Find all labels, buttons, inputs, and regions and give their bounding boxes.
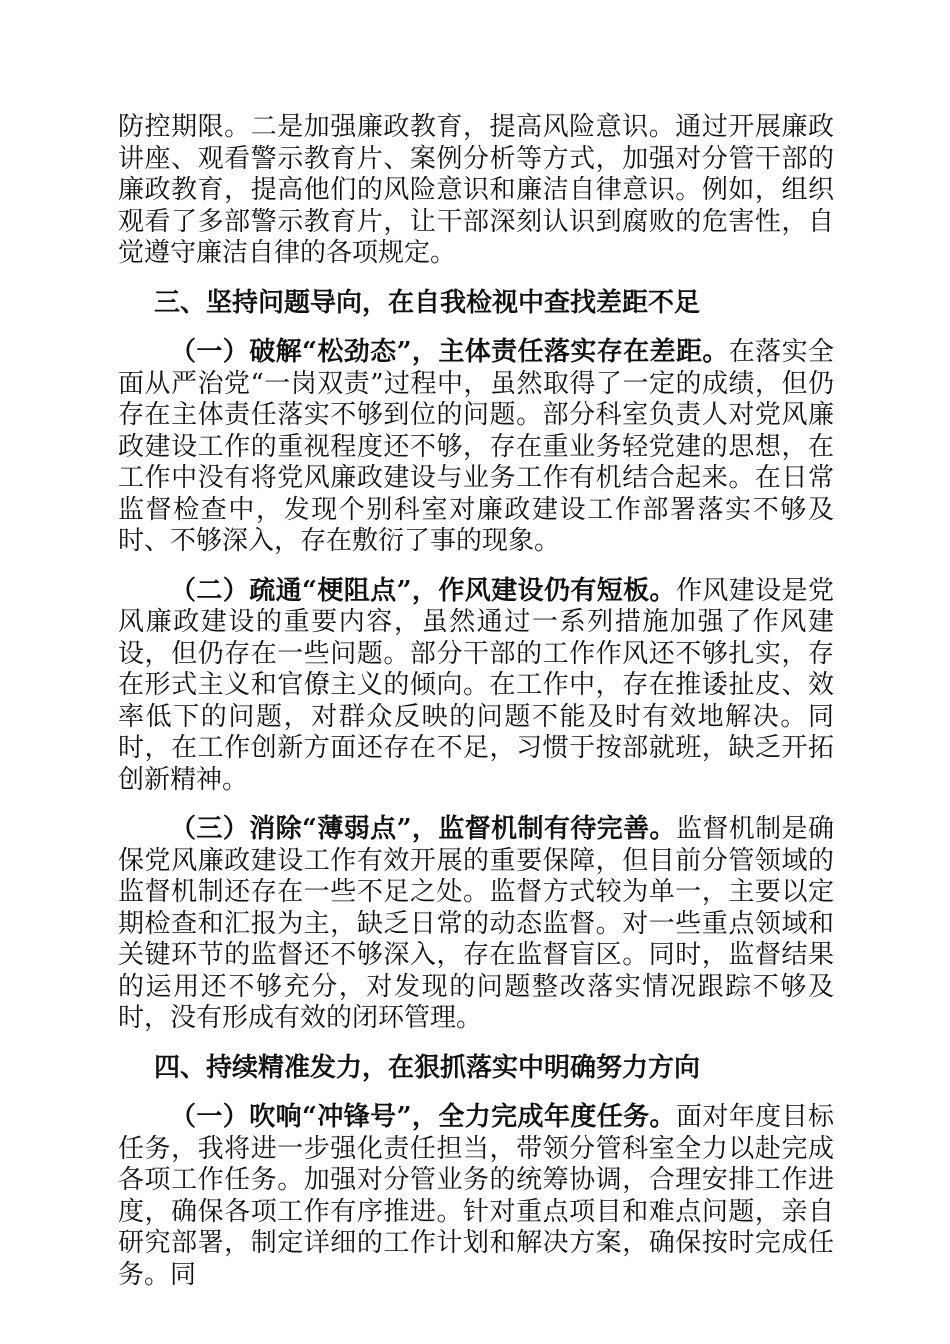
item-body: 作风建设是党风廉政建设的重要内容，虽然通过一系列措施加强了作风建设，但仍存在一些问题。部分干部的工作作风还不够扎实，存在形式主义和官僚主义的倾向。在工作中，存在推诿扯皮、效率低下的问题，对群众反映的问题不能及时有效地解决。同时，在工作创新方面还存在不足，习惯于按部就班，缺乏开拓创新精神。 — [118, 575, 834, 795]
item-body: 监督机制是确保党风廉政建设工作有效开展的重要保障，但目前分管领域的监督机制还存在一些不足之处。监督方式较为单一，主要以定期检查和汇报为主，缺乏日常的动态监督。对一些重点领域和关键环节的监督还不够深入，存在监督盲区。同时，监督结果的运用还不够充分，对发现的问题整改落实情况跟踪不够及时，没有形成有效的闭环管理。 — [118, 814, 834, 1033]
spacer — [118, 558, 834, 576]
item-lead: （一）破解“松劲态”，主体责任落实存在差距。 — [170, 337, 729, 367]
section-3-item-2 — [118, 576, 834, 797]
section-4-item-1 — [118, 1102, 834, 1291]
document-page — [118, 112, 834, 1291]
item-body: 面对年度目标任务，我将进一步强化责任担当，带领分管科室全力以赴完成各项工作任务。加强对分管业务的统筹协调，合理安排工作进度，确保各项工作有序推进。针对重点项目和难点问题，亲自研究部署，制定详细的工作计划和解决方案，确保按时完成任务。同 — [118, 1102, 834, 1290]
section-3-heading: 三、坚持问题导向，在自我检视中查找差距不足 — [154, 287, 701, 318]
section-3-item-1 — [118, 337, 834, 558]
spacer — [118, 796, 834, 814]
spacer — [118, 1035, 834, 1053]
item-lead: （一）吹响“冲锋号”，全力完成年度任务。 — [170, 1102, 676, 1132]
continued-paragraph: 防控期限。二是加强廉政教育，提高风险意识。通过开展廉政讲座、观看警示教育片、案例分析等方式，加强对分管干部的廉政教育，提高他们的风险意识和廉洁自律意识。例如，组织观看了多部警示教育片，让干部深刻认识到腐败的危害性，自觉遵守廉洁自律的各项规定。 — [118, 112, 834, 268]
spacer — [118, 1084, 834, 1102]
section-4-heading: 四、持续精准发力，在狠抓落实中明确努力方向 — [154, 1052, 701, 1083]
spacer — [118, 319, 834, 337]
spacer — [118, 270, 834, 288]
item-lead: （二）疏通“梗阻点”，作风建设仍有短板。 — [170, 575, 676, 606]
item-body: 在落实全面从严治党“一岗双责”过程中，虽然取得了一定的成绩，但仍存在主体责任落实不够到位的问题。部分科室负责人对党风廉政建设工作的重视程度还不够，存在重业务轻党建的思想，在工作中没有将党风廉政建设与业务工作有机结合起来。在日常监督检查中，发现个别科室对廉政建设工作部署落实不够及时、不够深入，存在敷衍了事的现象。 — [118, 337, 834, 556]
section-3-item-3 — [118, 814, 834, 1035]
item-lead: （三）消除“薄弱点”，监督机制有待完善。 — [170, 814, 676, 844]
